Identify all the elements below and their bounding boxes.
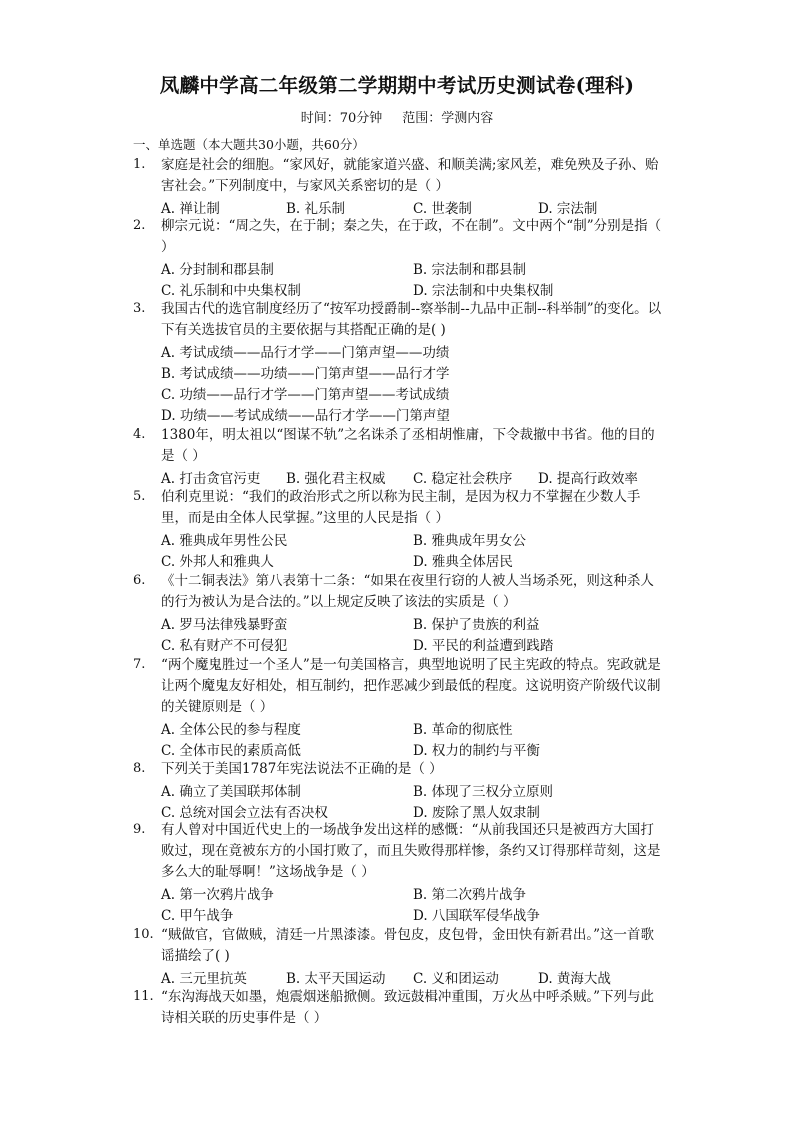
question-text: 伯利克里说：“我们的政治形式之所以称为民主制，是因为权力不掌握在少数人手里，而是由全体人民掌握。”这里的人民是指（ ） — [161, 489, 641, 526]
answer-option[interactable]: A. 三元里抗英 — [161, 971, 247, 987]
answer-option[interactable]: D. 权力的制约与平衡 — [413, 743, 540, 759]
answer-option[interactable]: A. 禅让制 — [161, 201, 220, 217]
question-number: 9. — [133, 822, 146, 837]
exam-time: 时间：70分钟 — [300, 111, 383, 126]
answer-option[interactable]: D. 黄海大战 — [538, 971, 611, 987]
answer-option[interactable]: D. 废除了黑人奴隶制 — [413, 805, 540, 821]
question-number: 2. — [133, 218, 146, 233]
question-text: 下列关于美国1787年宪法说法不正确的是（ ） — [161, 761, 443, 777]
answer-option[interactable]: D. 平民的利益遭到践踏 — [413, 638, 554, 654]
answer-option[interactable]: A. 全体公民的参与程度 — [161, 722, 301, 738]
answer-option[interactable]: C. 全体市民的素质高低 — [161, 743, 301, 759]
answer-option[interactable]: A. 第一次鸦片战争 — [161, 887, 274, 903]
question-number: 11. — [133, 989, 154, 1004]
answer-option[interactable]: B. 保护了贵族的利益 — [413, 617, 540, 633]
answer-option[interactable]: C. 私有财产不可侵犯 — [161, 638, 288, 654]
answer-option[interactable]: B. 体现了三权分立原则 — [413, 784, 554, 800]
answer-option[interactable]: C. 功绩——品行才学——门第声望——考试成绩 — [161, 387, 450, 403]
answer-option[interactable]: B. 宗法制和郡县制 — [413, 262, 527, 278]
answer-option[interactable]: B. 强化君主权威 — [286, 471, 386, 487]
answer-option[interactable]: B. 雅典成年男女公 — [413, 533, 527, 549]
answer-option[interactable]: C. 礼乐制和中央集权制 — [161, 283, 301, 299]
question-number: 6. — [133, 573, 146, 588]
answer-option[interactable]: C. 外邦人和雅典人 — [161, 554, 274, 570]
answer-option[interactable]: C. 甲午战争 — [161, 908, 234, 924]
answer-option[interactable]: A. 罗马法律残暴野蛮 — [161, 617, 288, 633]
answer-option[interactable]: B. 考试成绩——功绩——门第声望——品行才学 — [161, 366, 450, 382]
question-number: 3. — [133, 301, 146, 316]
answer-option[interactable]: D. 八国联军侵华战争 — [413, 908, 540, 924]
answer-option[interactable]: B. 太平天国运动 — [286, 971, 386, 987]
question-text: 我国古代的选官制度经历了“按军功授爵制--察举制--九品中正制--科举制”的变化。以下有关选拔官员的主要依据与其搭配正确的是( ) — [161, 301, 662, 338]
question-number: 10. — [133, 927, 154, 942]
question-number: 5. — [133, 489, 146, 504]
answer-option[interactable]: A. 打击贪官污吏 — [161, 471, 261, 487]
question-text: 有人曾对中国近代史上的一场战争发出这样的感慨：“从前我国还只是被西方大国打败过，现在竟被东方的小国打败了，而且失败得那样惨，条约又订得那样苛刻，这是多么大的耻辱啊！”这场战争是（ ） — [161, 822, 661, 880]
answer-option[interactable]: B. 革命的彻底性 — [413, 722, 513, 738]
question-text: 《十二铜表法》第八表第十二条：“如果在夜里行窃的人被人当场杀死，则这种杀人的行为被认为是合法的。”以上规定反映了该法的实质是（ ） — [161, 573, 654, 610]
answer-option[interactable]: B. 第二次鸦片战争 — [413, 887, 527, 903]
question-text: “两个魔鬼胜过一个圣人”是一句美国格言，典型地说明了民主宪政的特点。宪政就是让两个魔鬼友好相处，相互制约，把作恶减少到最低的程度。这说明资产阶级代议制的关键原则是（ ） — [161, 657, 661, 715]
exam-title: 凤麟中学高二年级第二学期期中考试历史测试卷(理科) — [159, 74, 635, 97]
answer-option[interactable]: C. 总统对国会立法有否决权 — [161, 805, 328, 821]
answer-option[interactable]: C. 世袭制 — [413, 201, 472, 217]
question-number: 1. — [133, 157, 146, 172]
answer-option[interactable]: D. 雅典全体居民 — [413, 554, 513, 570]
exam-scope: 范围：学测内容 — [402, 111, 494, 126]
question-number: 4. — [133, 427, 146, 442]
answer-option[interactable]: A. 分封制和郡县制 — [161, 262, 274, 278]
answer-option[interactable]: D. 宗法制 — [538, 201, 598, 217]
question-number: 7. — [133, 657, 146, 672]
answer-option[interactable]: C. 稳定社会秩序 — [413, 471, 513, 487]
answer-option[interactable]: D. 宗法制和中央集权制 — [413, 283, 554, 299]
section-heading: 一、单选题（本大题共30小题，共60分） — [133, 137, 365, 152]
answer-option[interactable]: A. 雅典成年男性公民 — [161, 533, 288, 549]
question-text: 家庭是社会的细胞。“家风好，就能家道兴盛、和顺美满;家风差，难免殃及子孙、贻害社会。”下列制度中，与家风关系密切的是（ ） — [161, 157, 659, 194]
answer-option[interactable]: C. 义和团运动 — [413, 971, 499, 987]
question-text: “贼做官，官做贼，清廷一片黑漆漆。骨包皮，皮包骨，金田快有新君出。”这一首歌谣描绘了( ) — [161, 927, 655, 964]
question-number: 8. — [133, 761, 146, 776]
answer-option[interactable]: A. 确立了美国联邦体制 — [161, 784, 301, 800]
exam-subtitle — [0, 107, 794, 126]
answer-option[interactable]: A. 考试成绩——品行才学——门第声望——功绩 — [161, 345, 450, 361]
question-text: 1380年，明太祖以“图谋不轨”之名诛杀了丞相胡惟庸，下令裁撤中书省。他的目的是（ ） — [161, 427, 655, 464]
answer-option[interactable]: D. 提高行政效率 — [538, 471, 638, 487]
question-text: “东沟海战天如墨，炮震烟迷船掀侧。致远鼓楫冲重围，万火丛中呼杀贼。”下列与此诗相关联的历史事件是（ ） — [161, 989, 655, 1026]
question-text: 柳宗元说：“周之失，在于制；秦之失，在于政，不在制”。文中两个“制”分别是指（ ） — [161, 218, 662, 255]
answer-option[interactable]: D. 功绩——考试成绩——品行才学——门第声望 — [161, 408, 450, 424]
answer-option[interactable]: B. 礼乐制 — [286, 201, 346, 217]
